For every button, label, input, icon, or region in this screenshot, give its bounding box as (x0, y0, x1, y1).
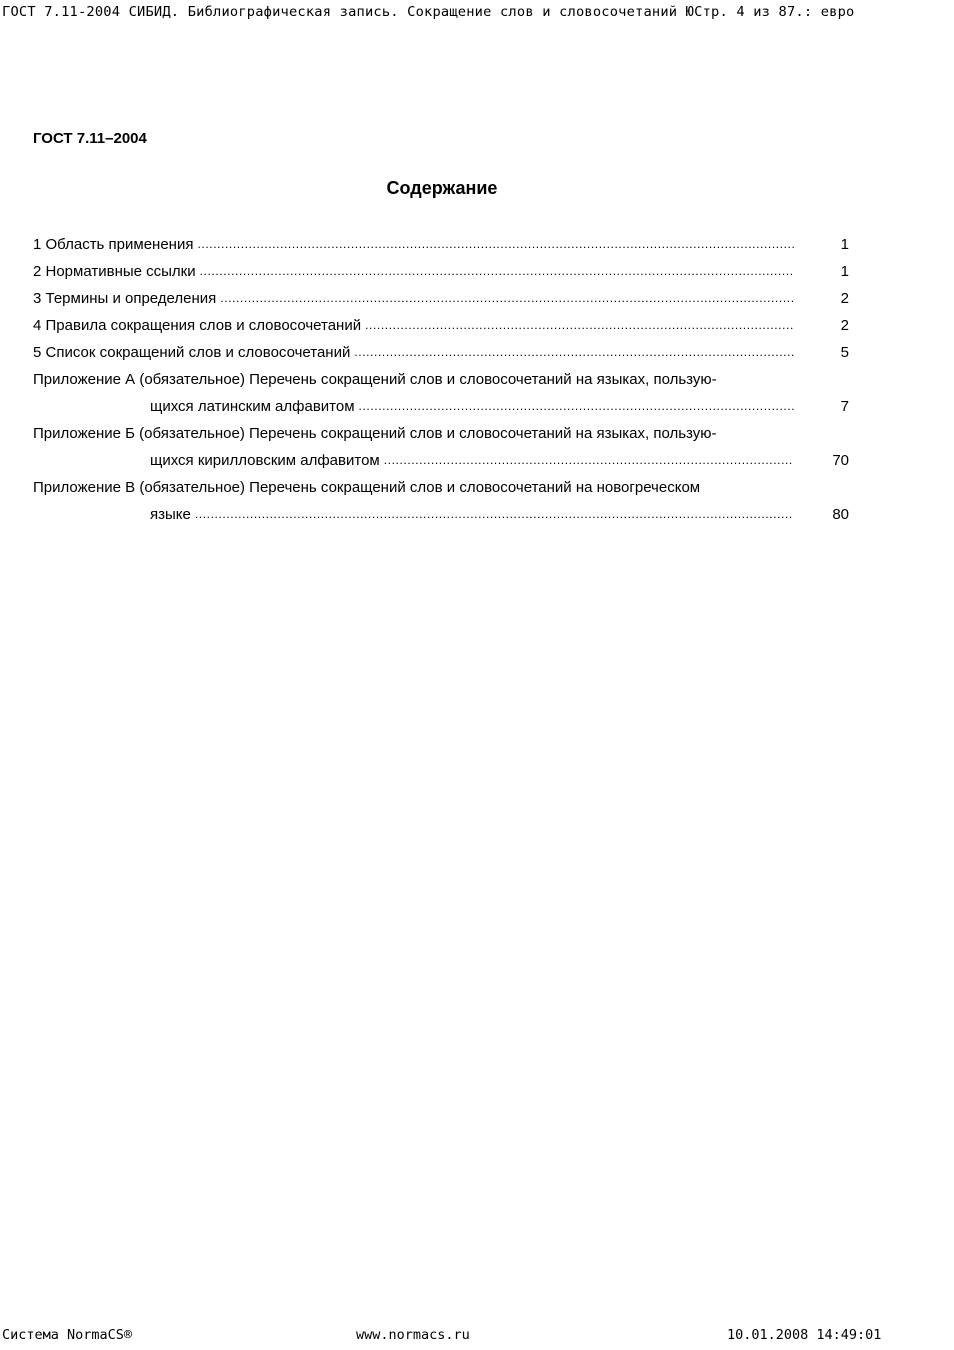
toc-entry-scope[interactable] (33, 231, 853, 258)
footer-system-name: Система NormaCS® (2, 1327, 133, 1343)
running-header: ГОСТ 7.11-2004 СИБИД. Библиографическая запись. Сокращение слов и словосочетаний ЮСтр. 4 из 87.: евро (2, 4, 855, 20)
toc-entry-label: щихся латинским алфавитом (150, 398, 355, 415)
toc-entry-heading: Приложение В (обязательное) Перечень сокращений слов и словосочетаний на новогреческом (33, 479, 701, 496)
toc-entry-heading: Приложение А (обязательное) Перечень сокращений слов и словосочетаний на языках, пользую- (33, 371, 717, 388)
toc-title: Содержание (386, 178, 498, 198)
toc-page-number: 1 (840, 236, 849, 253)
toc-entry-label: 4 Правила сокращения слов и словосочетаний (33, 317, 362, 334)
leader-dots (365, 312, 794, 339)
toc-page-number: 7 (840, 398, 849, 415)
toc-entry-label: языке (150, 506, 191, 523)
toc-page-number: 70 (832, 452, 849, 469)
toc-page-number: 5 (840, 344, 849, 361)
toc-entry-abbreviation-list[interactable] (33, 339, 853, 366)
toc-page-number: 80 (832, 506, 849, 523)
toc-entry-rules[interactable] (33, 312, 853, 339)
toc-entry-terms[interactable] (33, 285, 853, 312)
leader-dots (384, 447, 794, 474)
toc-entry-label: 1 Область применения (33, 236, 194, 253)
toc-entry-appendix-a[interactable] (33, 366, 853, 420)
toc-entry-label: 5 Список сокращений слов и словосочетаний (33, 344, 351, 361)
toc-entry-heading: Приложение Б (обязательное) Перечень сокращений слов и словосочетаний на языках, пользую- (33, 425, 717, 442)
leader-dots (354, 339, 794, 366)
toc-page-number: 1 (840, 263, 849, 280)
footer-website-link[interactable]: www.normacs.ru (356, 1327, 470, 1343)
toc-entry-appendix-v[interactable] (33, 474, 853, 528)
document-code: ГОСТ 7.11–2004 (33, 130, 147, 147)
leader-dots (220, 285, 794, 312)
footer-timestamp: 10.01.2008 14:49:01 (727, 1327, 882, 1343)
leader-dots (359, 393, 794, 420)
toc-entry-appendix-b[interactable] (33, 420, 853, 474)
toc-page-number: 2 (840, 317, 849, 334)
toc-page-number: 2 (840, 290, 849, 307)
toc-entry-label: 3 Термины и определения (33, 290, 217, 307)
toc-entry-label: щихся кирилловским алфавитом (150, 452, 380, 469)
leader-dots (195, 501, 794, 528)
leader-dots (197, 231, 794, 258)
toc-entry-normative-references[interactable] (33, 258, 853, 285)
leader-dots (200, 258, 794, 285)
table-of-contents (33, 231, 853, 528)
toc-entry-label: 2 Нормативные ссылки (33, 263, 196, 280)
